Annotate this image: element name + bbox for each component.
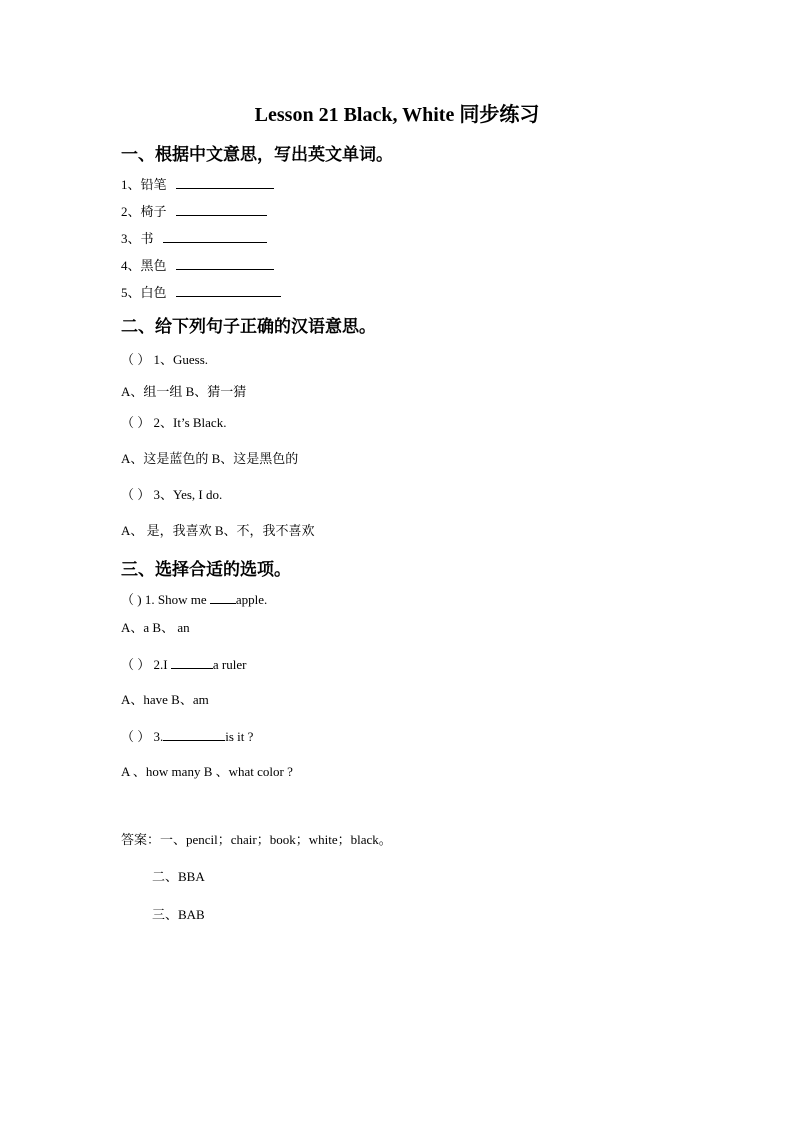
item-label: 5、白色 bbox=[121, 285, 167, 300]
item-label: 1、铅笔 bbox=[121, 177, 167, 192]
answer-blank bbox=[176, 256, 274, 270]
section2-options-2: A、这是蓝色的 B、这是黑色的 bbox=[121, 451, 299, 466]
answer-parentheses: （ ) bbox=[121, 592, 142, 607]
question-text-after: is it ? bbox=[225, 729, 254, 744]
page-title: Lesson 21 Black, White 同步练习 bbox=[254, 104, 540, 126]
section3-question-1 bbox=[121, 590, 267, 609]
section3-options-3: A 、how many B 、what color ? bbox=[121, 764, 293, 779]
answer-parentheses: （ ） bbox=[121, 487, 151, 502]
section2-question-3 bbox=[121, 486, 222, 504]
section3-options-2: A、have B、am bbox=[121, 692, 209, 707]
section2-options-1: A、组一组 B、猜一猜 bbox=[121, 384, 247, 399]
section3-heading: 三、选择合适的选项。 bbox=[121, 560, 291, 580]
fill-blank bbox=[163, 727, 225, 741]
question-text: 1、Guess. bbox=[153, 352, 209, 367]
section3-options-1: A、a B、 an bbox=[121, 620, 190, 635]
section2-heading: 二、给下列句子正确的汉语意思。 bbox=[121, 317, 376, 337]
item-label: 3、书 bbox=[121, 231, 154, 246]
section3-question-2 bbox=[121, 655, 246, 674]
question-text-after: apple. bbox=[235, 592, 268, 607]
section1-item-3 bbox=[121, 229, 267, 248]
answer-parentheses: （ ） bbox=[121, 352, 151, 367]
answer-blank bbox=[176, 202, 267, 216]
question-text-before: 2.I bbox=[153, 657, 171, 672]
question-text-before: 1. Show me bbox=[144, 592, 210, 607]
section3-question-3 bbox=[121, 727, 253, 746]
section1-item-5 bbox=[121, 283, 281, 302]
section1-item-2 bbox=[121, 202, 267, 221]
question-text: 3、Yes, I do. bbox=[153, 487, 223, 502]
question-text-after: a ruler bbox=[212, 657, 247, 672]
question-text: 2、It’s Black. bbox=[153, 415, 227, 430]
section1-heading: 一、根据中文意思，写出英文单词。 bbox=[121, 145, 393, 165]
answer-key-line-1: 答案：一、pencil；chair；book；white；black。 bbox=[121, 832, 392, 847]
item-label: 4、黑色 bbox=[121, 258, 167, 273]
answer-blank bbox=[163, 229, 267, 243]
section2-options-3: A、 是，我喜欢 B、不，我不喜欢 bbox=[121, 523, 315, 538]
fill-blank bbox=[171, 655, 213, 669]
section2-question-1 bbox=[121, 351, 208, 369]
answer-blank bbox=[176, 283, 281, 297]
answer-key-line-2: 二、BBA bbox=[152, 869, 205, 884]
section1-item-1 bbox=[121, 175, 274, 194]
answer-parentheses: （ ） bbox=[121, 729, 151, 744]
fill-blank bbox=[210, 590, 236, 604]
section1-item-4 bbox=[121, 256, 274, 275]
item-label: 2、椅子 bbox=[121, 204, 167, 219]
question-text-before: 3. bbox=[153, 729, 164, 744]
section2-question-2 bbox=[121, 414, 226, 432]
answer-key-line-3: 三、BAB bbox=[152, 907, 205, 922]
answer-parentheses: （ ） bbox=[121, 657, 151, 672]
answer-blank bbox=[176, 175, 274, 189]
answer-parentheses: （ ） bbox=[121, 415, 151, 430]
